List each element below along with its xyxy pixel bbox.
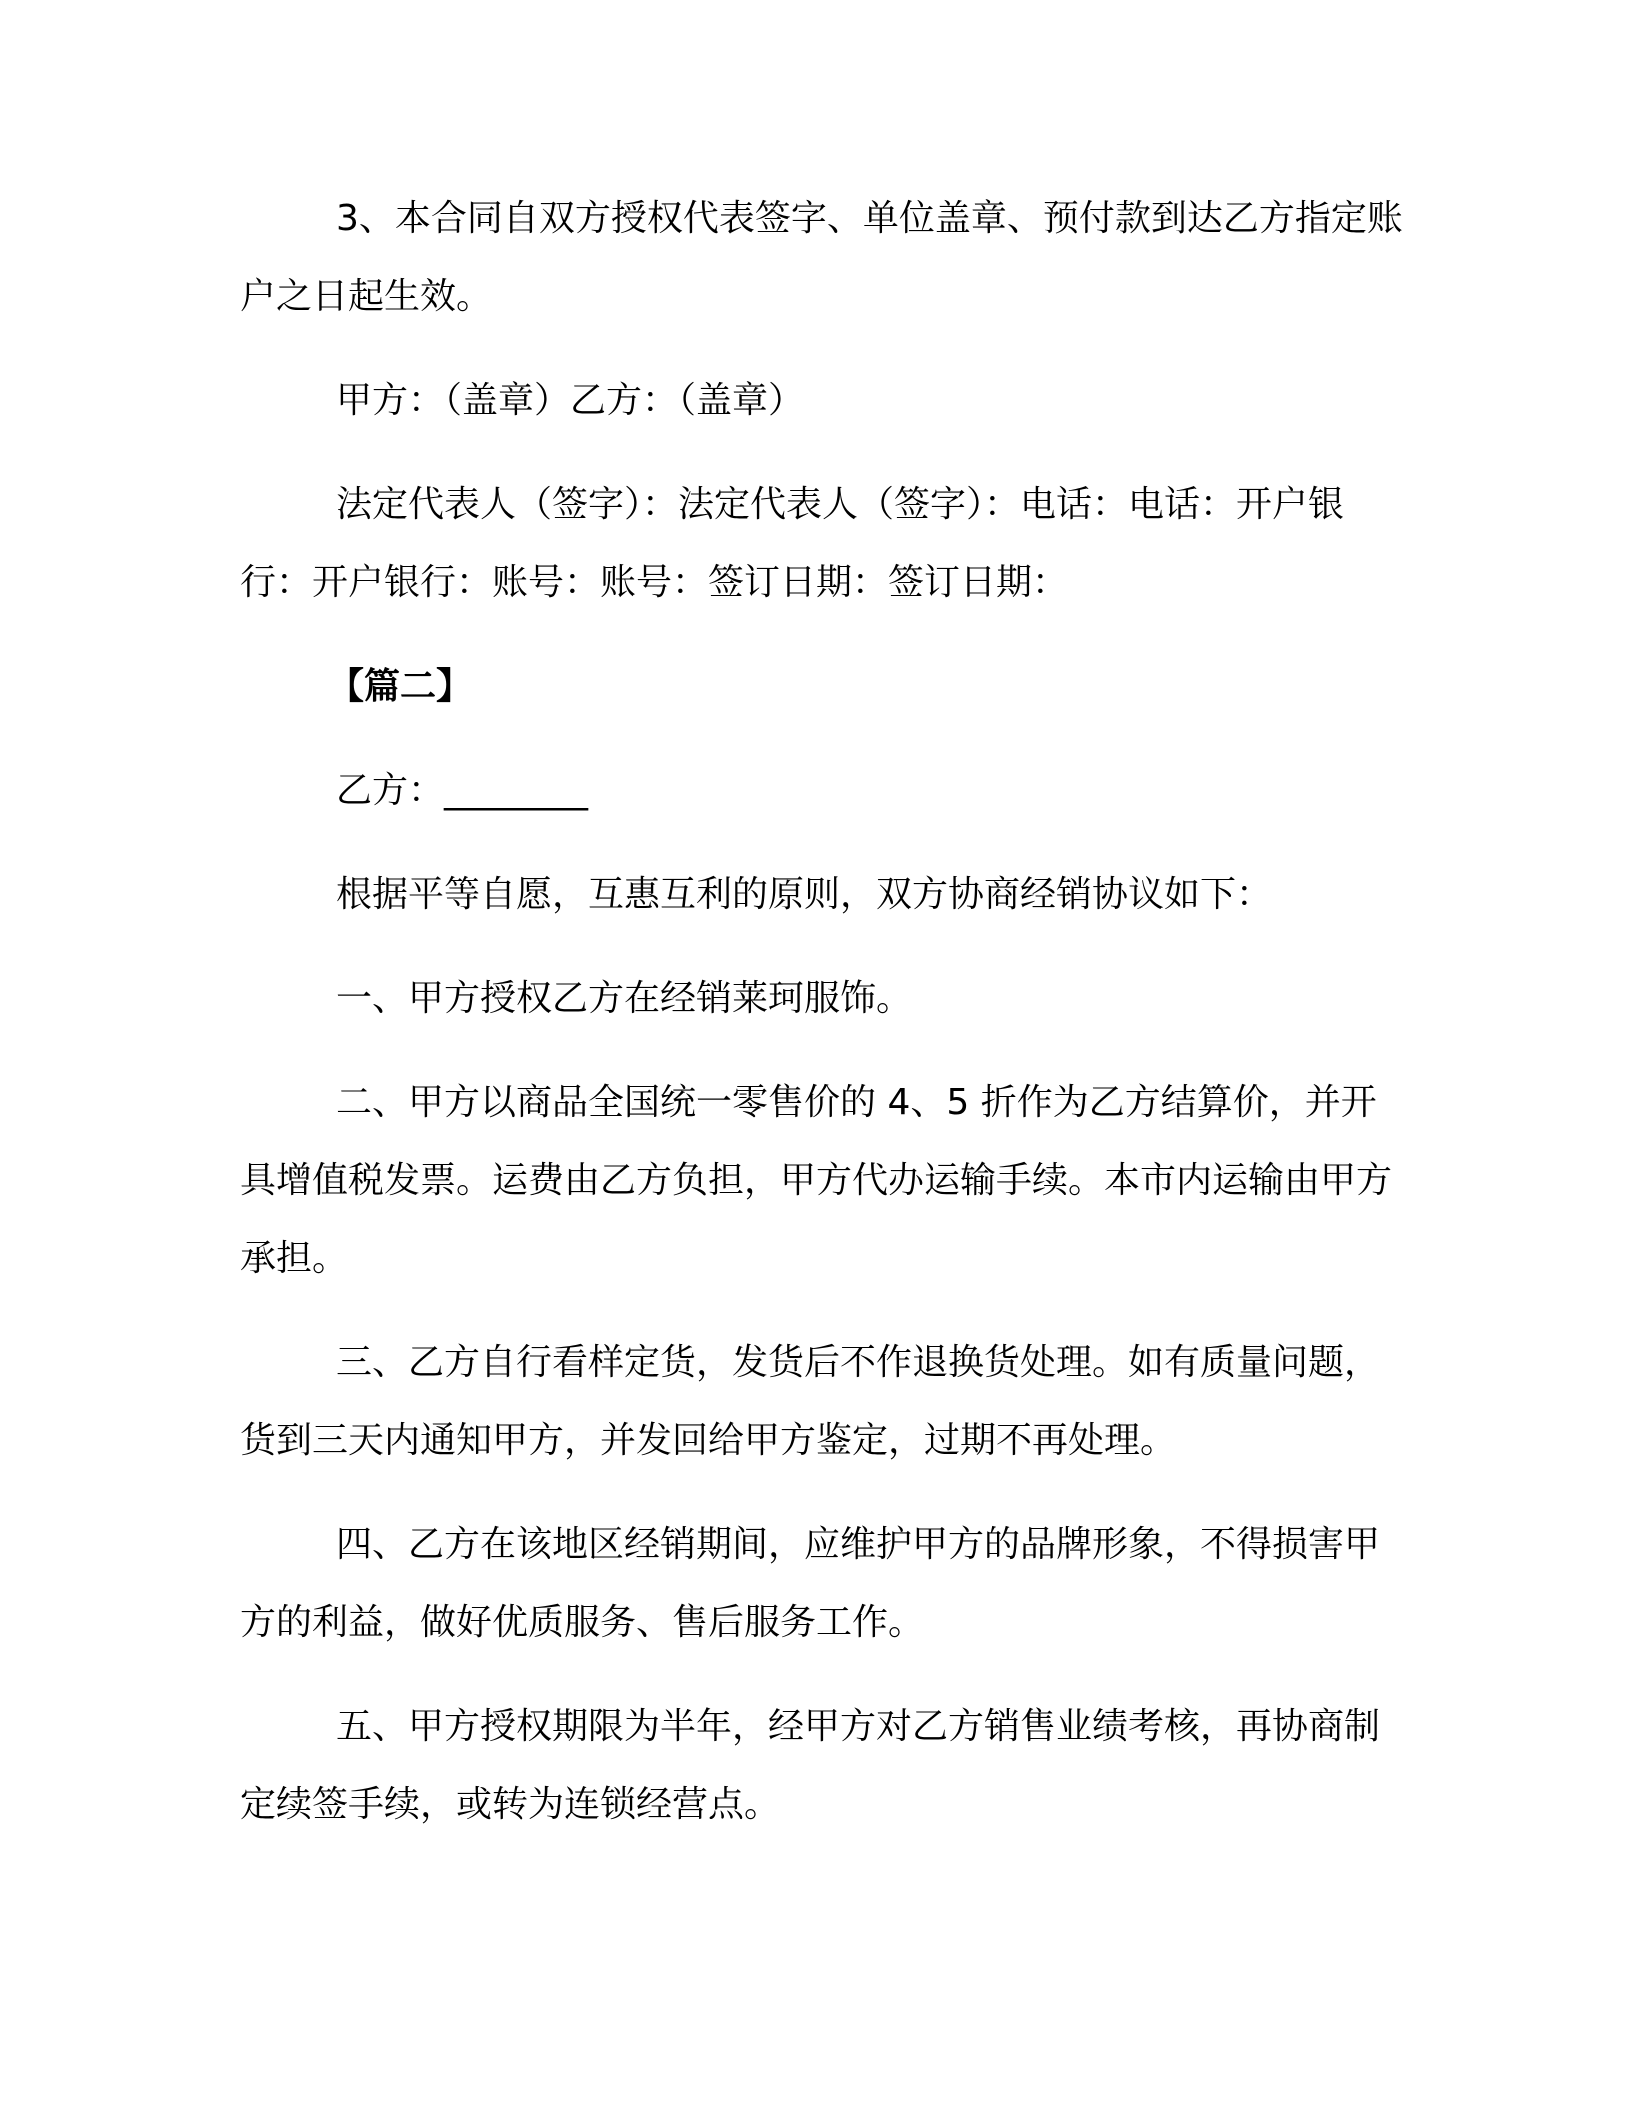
document-body [240,180,1410,1870]
clause-4: 四、乙方在该地区经销期间，应维护甲方的品牌形象，不得损害甲方的利益，做好优质服务、售后服务工作。 [240,1524,1381,1643]
clause-2: 二、甲方以商品全国统一零售价的 4、5 折作为乙方结算价，并开具增值税发票。运费由乙方负担，甲方代办运输手续。本市内运输由甲方承担。 [240,1082,1393,1279]
signature-details: 法定代表人（签字）：法定代表人（签字）：电话：电话：开户银行：开户银行：账号：账号：签订日期：签订日期： [240,484,1345,603]
section-heading: 【篇二】 [328,666,473,707]
clause-effective-date: 3、本合同自双方授权代表签字、单位盖章、预付款到达乙方指定账户之日起生效。 [240,198,1403,317]
clause-1: 一、甲方授权乙方在经销莱珂服饰。 [336,978,913,1019]
clause-3: 三、乙方自行看样定货，发货后不作退换货处理。如有质量问题，货到三天内通知甲方，并发回给甲方鉴定，过期不再处理。 [240,1342,1381,1461]
party-b-line: 乙方：________ [336,770,589,811]
signature-seal-line: 甲方：（盖章）乙方：（盖章） [336,380,805,421]
preamble: 根据平等自愿，互惠互利的原则，双方协商经销协议如下： [336,874,1273,915]
clause-5: 五、甲方授权期限为半年，经甲方对乙方销售业绩考核，再协商制定续签手续，或转为连锁经营点。 [240,1706,1381,1825]
